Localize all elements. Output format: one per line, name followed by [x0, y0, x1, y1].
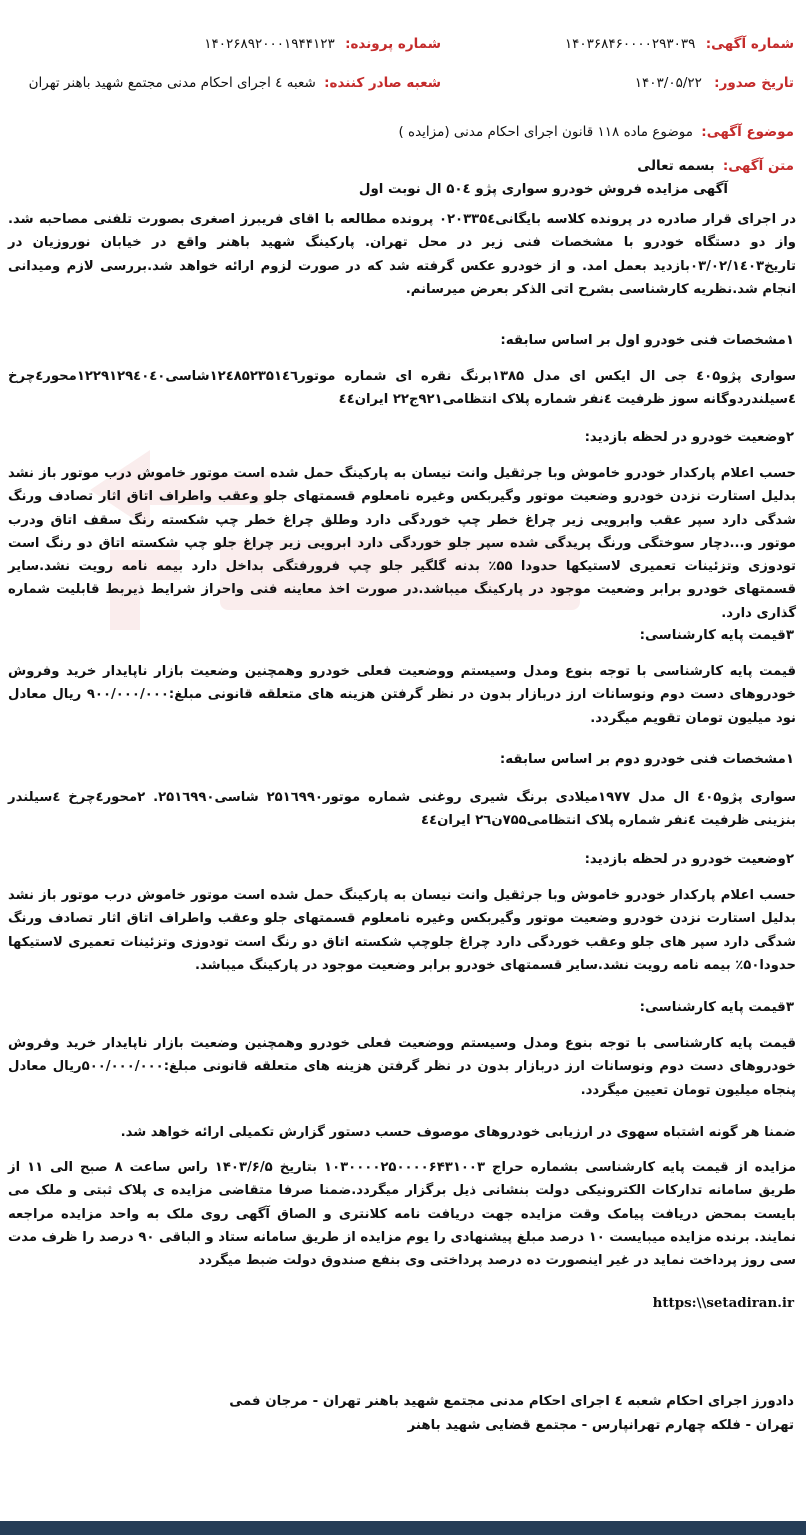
- text-label: متن آگهی:: [722, 158, 794, 174]
- ad-number-row: [565, 36, 794, 52]
- car1-price-heading: ۳قیمت پایه کارشناسی:: [639, 628, 794, 643]
- subject: موضوع ماده ۱۱۸ قانون اجرای احکام مدنی (مزایده ): [398, 124, 693, 140]
- case-number-row: [204, 36, 441, 52]
- car2-specs: سواری پژو٤۰۵ ال مدل ۱۹۷۷میلادی برنگ شیری روغنی شماره موتور۲۵۱٦۹۹۰ شاسی۲۵۱٦۹۹۰. ۲محور٤چرخ ٤سیلندر بنزینی ظرفیت ٤نفر شماره پلاک انتظامی۷۵۵ن۲٦ ایران٤٤: [8, 790, 796, 829]
- intro-paragraph: در اجرای قرار صادره در پرونده کلاسه بایگانی۰۲۰۳۳۵٤ پرونده مطالعه با اقای فریبرز اصغری بصورت تلفنی مصاحبه شد. واز دو دستگاه خودرو با مشخصات فنی زیر در محل تهران. پارکینگ شهید باهنر واقع در خیابان نوروزیان در تاریخ۰۳/۰۲/۱٤۰۳بازدید بعمل امد. و از خودرو عکس گرفته شد که در صورت لزوم ارائه خواهد شد.بررسی لازم ومیدانی انجام شد.نظریه کارشناسی بشرح اتی الذکر بعرض میرسانم.: [8, 212, 796, 297]
- car2-price: قیمت پایه کارشناسی با توجه بنوع ومدل وسیستم ووضعیت فعلی خودرو وهمچنین وضعیت بازار ناپایدار خرید وفروش خودروهای دست دوم ونوسانات ارز دربازار بدون در نظر گرفتن هزینه های متعلقه قانونی مبلغ:۵۰۰/۰۰۰/۰۰۰ریال معادل پنجاه میلیون تومان تعیین میگردد.: [8, 1036, 796, 1098]
- footer-bar: [0, 1521, 806, 1535]
- car2-specs-heading: ۱مشخصات فنی خودرو دوم بر اساس سابقه:: [499, 752, 794, 767]
- issuer-row: [29, 75, 441, 91]
- subject-label: موضوع آگهی:: [701, 124, 794, 140]
- auction-terms: مزایده از قیمت پایه کارشناسی بشماره حراج ۱۰۳۰۰۰۰۲۵۰۰۰۰۶۴۳۱۰۰۳ بتاریخ ۱۴۰۳/۶/۵ راس ساعت ۸ صبح الی ۱۱ از طریق سامانه تدارکات الکترونیکی دولت بنشانی ذیل برگزار میگردد.ضمنا صرفا متقاضی مزایده ی پلاک ثبتی و ملک می بایست بمحض دریافت پیامک وقت مزایده جهت دریافت نامه کلانتری و الصاق آگهی روی ملک به واحد مزایده مراجعه نمایند. برنده مزایده میبایست ۱۰ درصد مبلغ پیشنهادی را یوم مزایده از طریق سامانه ستاد و الباقی ۹۰ درصد را ظرف مدت سی روز پرداخت نماید در غیر اینصورت ده درصد پرداختی وی بنفع صندوق دولت ضبط میگردد: [8, 1160, 796, 1269]
- ad-number: ۱۴۰۳۶۸۴۶۰۰۰۰۲۹۳۰۳۹: [564, 36, 696, 52]
- car1-condition-heading: ۲وضعیت خودرو در لحظه بازدید:: [584, 430, 794, 445]
- setadiran-link[interactable]: https:\\setadiran.ir: [652, 1295, 794, 1311]
- subject-row: [398, 124, 794, 140]
- case-number-label: شماره پرونده:: [345, 36, 441, 52]
- car2-condition-heading: ۲وضعیت خودرو در لحظه بازدید:: [584, 852, 794, 867]
- car2-condition: حسب اعلام پارکدار خودرو خاموش وبا جرثقیل وانت نیسان به پارکینگ حمل شده است موتور خاموش درب موتور باز نشد بدلیل استارت نزدن خودرو وضعیت موتور وگیربکس وغیره نامعلوم قسمتهای جلو وعقب واطراف اتاق اثار تصادف ورنگ شدگی دارد سپر های جلو وعقب خوردگی دارد چراغ جلوچپ شکسته اتاق دو رنگ است تودوزی وتزئینات تعمیری لاستیکها حدودا۵۰٪ بیمه نامه رویت نشد.سایر قسمتهای خودرو برابر وضعیت موجود در پارکینگ میباشد.: [8, 888, 796, 973]
- issue-date-row: [635, 75, 794, 91]
- notice-title: آگهی مزایده فروش خودرو سواری پژو ۵۰٤ ال نوبت اول: [358, 182, 728, 197]
- issue-date: ۱۴۰۳/۰۵/۲۲: [634, 75, 702, 91]
- car1-specs: سواری پژو٤۰۵ جی ال ایکس ای مدل ۱۳۸۵برنگ نقره ای شماره موتور۱۲٤۸۵۲۳۵۱٤٦شاسی۱۲۲۹۱۲۹٤۰٤۰محور٤چرخ ٤سیلندردوگانه سوز ظرفیت ٤نفر شماره پلاک انتظامی۹۲۱ج۲۲ ایران٤٤: [8, 369, 796, 408]
- car2-price-heading: ۳قیمت پایه کارشناسی:: [639, 1000, 794, 1015]
- address-line: تهران - فلکه چهارم تهرانپارس - مجتمع قضایی شهید باهنر: [407, 1418, 794, 1433]
- case-number: ۱۴۰۲۶۸۹۲۰۰۰۱۹۴۴۱۲۳: [204, 36, 335, 52]
- error-note: ضمنا هر گونه اشتباه سهوی در ارزیابی خودروهای موصوف حسب دستور گزارش تکمیلی ارائه خواهد شد.: [120, 1125, 796, 1140]
- car1-condition: حسب اعلام پارکدار خودرو خاموش وبا جرثقیل وانت نیسان به پارکینگ حمل شده است موتور خاموش درب موتور باز نشد بدلیل استارت نزدن خودرو وضعیت موتور وگیربکس وغیره نامعلوم قسمتهای جلو وعقب واطراف اتاق اثار تصادف ورنگ شدگی دارد سپر عقب وابرویی زیر چراغ خطر چپ خوردگی دارد وطلق چراغ خطر چپ شکسته رنگ سقف اتاق ودرب موتور و...دچار سوختگی ورنگ پریدگی شده سپر جلو خوردگی دارد ابرویی زیر چراغ جلو چپ شکسته اتاق دو رنگ است تودوزی وتزئینات تعمیری لاستیکها حدودا ۵۵٪ بدنه گلگیر جلو چپ فرورفتگی بداخل دارد بیمه نامه رویت نشد.سایر قسمتهای خودرو برابر وضعیت موجود در پارکینگ میباشد.در صورت اخذ معاینه فنی واحراز شرایط ذیربط قابلیت شماره گذاری دارد.: [8, 466, 796, 621]
- text-label-row: [637, 158, 794, 174]
- issue-date-label: تاریخ صدور:: [714, 75, 794, 91]
- car1-price: قیمت پایه کارشناسی با توجه بنوع ومدل وسیستم ووضعیت فعلی خودرو وهمچنین وضعیت بازار ناپایدار خرید وفروش خودروهای دست دوم ونوسانات ارز دربازار بدون در نظر گرفتن هزینه های متعلقه قانونی مبلغ:۹۰۰/۰۰۰/۰۰۰ ریال معادل نود میلیون تومان تقویم میگردد.: [8, 664, 796, 726]
- ad-number-label: شماره آگهی:: [705, 36, 794, 52]
- issuer-label: شعبه صادر کننده:: [324, 75, 441, 91]
- issuer: شعبه ٤ اجرای احکام مدنی مجتمع شهید باهنر تهران: [28, 75, 316, 91]
- car1-specs-heading: ۱مشخصات فنی خودرو اول بر اساس سابقه:: [500, 333, 794, 348]
- basmala: بسمه تعالی: [637, 158, 715, 174]
- signature-line: دادورز اجرای احکام شعبه ٤ اجرای احکام مدنی مجتمع شهید باهنر تهران - مرجان فمی: [229, 1394, 794, 1409]
